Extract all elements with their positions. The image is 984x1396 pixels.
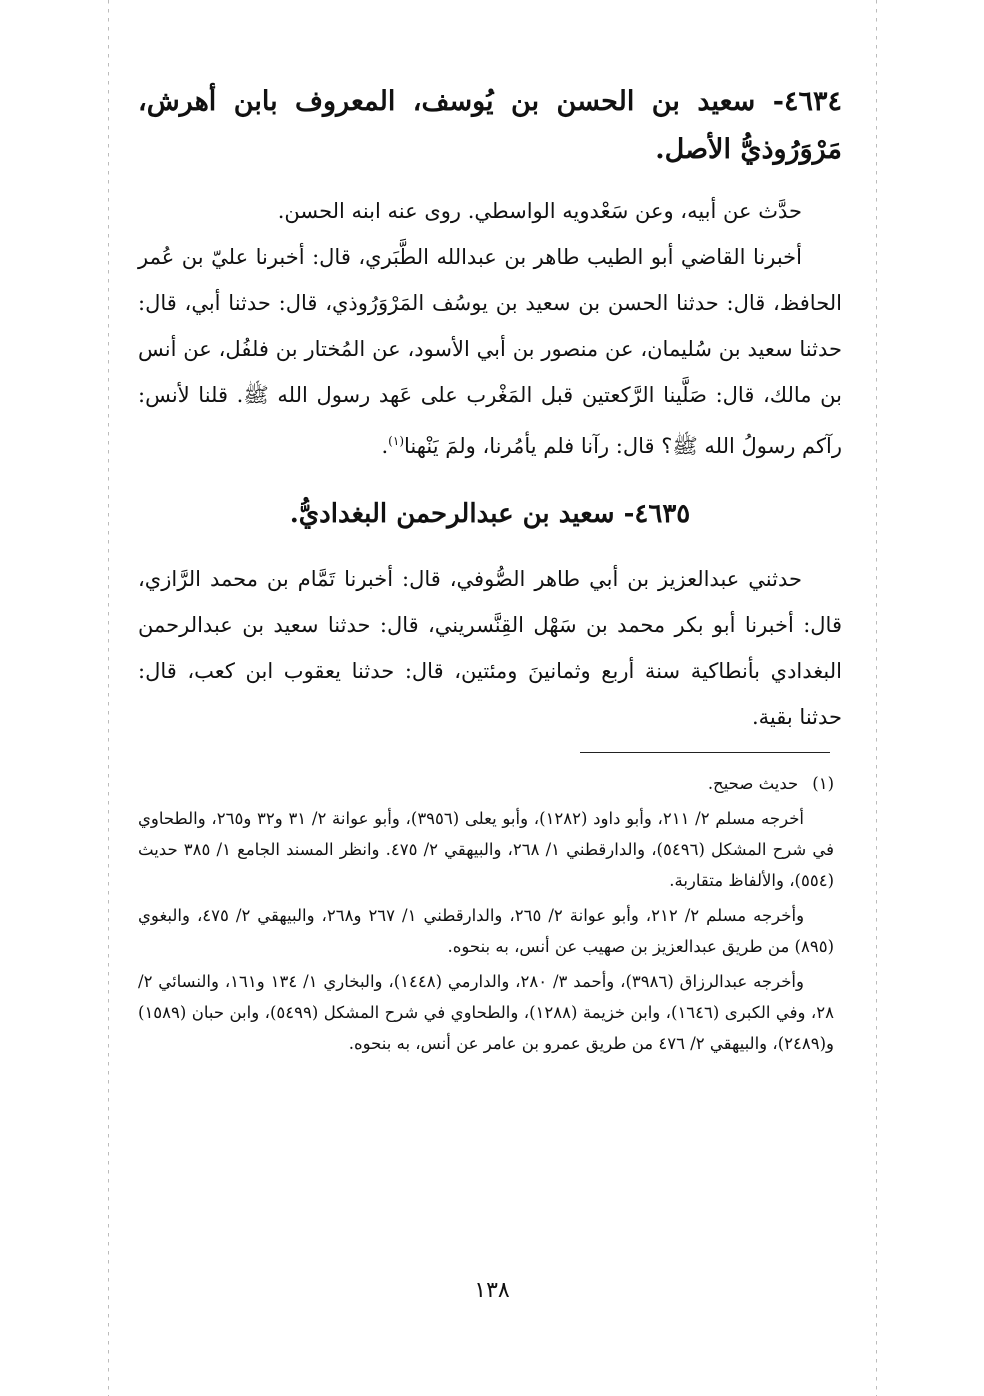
footnote-separator xyxy=(580,752,830,753)
entry-4634-paragraph-end: . xyxy=(381,434,389,458)
entry-4635-body xyxy=(138,556,842,740)
entry-4634-hadith-text: أخبرنا القاضي أبو الطيب طاهر بن عبدالله الطَّبَري، قال: أخبرنا عليّ بن عُمر الحافظ، قال: حدثنا الحسن بن سعيد بن يوسُف المَرْوَرُوذي، قال: حدثنا أبي، قال: حدثنا سعيد بن سُليمان، عن منصور بن أبي الأسود، عن المُختار بن فلفُل، عن أنس بن مالك، قال: صَلَّينا الرَّكعتين قبل المَغْرب على عَهد رسول الله ﷺ. قلنا لأنس: رآكم رسولُ الله ﷺ؟ قال: رآنا فلم يأمُرنا، ولمَ يَنْهنا xyxy=(138,245,842,458)
footnote-1-paragraph-3: وأخرجه عبدالرزاق (٣٩٨٦)، وأحمد ٣/ ٢٨٠، والدارمي (١٤٤٨)، والبخاري ١/ ١٣٤ و١٦١، والنسائي ٢/ ٢٨، وفي الكبرى (١٦٤٦)، وابن خزيمة (١٢٨٨)، والطحاوي في شرح المشكل (٥٤٩٩)، وابن حبان (١٥٨٩) و(٢٤٨٩)، والبيهقي ٢/ ٤٧٦ من طريق عمرو بن عامر عن أنس، به بنحوه. xyxy=(138,972,834,1053)
entry-4634-paragraph-2 xyxy=(138,234,842,469)
footnote-1-paragraph-2: وأخرجه مسلم ٢/ ٢١٢، وأبو عوانة ٢/ ٢٦٥، والدارقطني ١/ ٢٦٧ و٢٦٨، والبيهقي ٢/ ٤٧٥، والبغوي (٨٩٥) من طريق عبدالعزيز بن صهيب عن أنس، به بنحوه. xyxy=(138,906,834,956)
entry-4634-body xyxy=(138,188,842,469)
footnote-1-paragraph-1: أخرجه مسلم ٢/ ٢١١، وأبو داود (١٢٨٢)، وأبو يعلى (٣٩٥٦)، وأبو عوانة ٢/ ٣١ و٣٢ و٢٦٥، والطحاوي في شرح المشكل (٥٤٩٦)، والدارقطني ١/ ٢٦٨، والبيهقي ٢/ ٤٧٥. وانظر المسند الجامع ١/ ٣٨٥ حديث (٥٥٤)، والألفاظ متقاربة. xyxy=(138,809,834,890)
scan-margin-dots-right xyxy=(876,0,877,1396)
entry-4635-paragraph: حدثني عبدالعزيز بن أبي طاهر الصُّوفي، قال: أخبرنا تَمَّام بن محمد الرَّازي، قال: أخبرنا أبو بكر محمد بن سَهْل القِنَّسريني، قال: حدثنا سعيد بن عبدالرحمن البغدادي بأنطاكية سنة أربع وثمانينَ ومئتين، قال: حدثنا يعقوب ابن كعب، قال: حدثنا بقية. xyxy=(138,567,842,729)
footnote-1-heading: حديث صحيح. xyxy=(707,774,799,793)
scan-margin-dots-left xyxy=(108,0,109,1396)
entry-4634-paragraph-1: حدَّث عن أبيه، وعن سَعْدويه الواسطي. روى عنه ابنه الحسن. xyxy=(277,199,802,223)
footnote-marker: (١) xyxy=(388,434,404,448)
footnotes xyxy=(138,768,834,1059)
page-number: ١٣٨ xyxy=(474,1278,510,1303)
entry-4635-title: ٤٦٣٥- سعيد بن عبدالرحمن البغداديُّ. xyxy=(289,499,691,529)
footnote-1-head xyxy=(138,768,834,799)
entry-4634-title: ٤٦٣٤- سعيد بن الحسن بن يُوسف، المعروف بابن أهرش، مَرْوَرُوذيُّ الأصل. xyxy=(138,86,842,165)
footnote-1-number: (١) xyxy=(812,774,834,793)
